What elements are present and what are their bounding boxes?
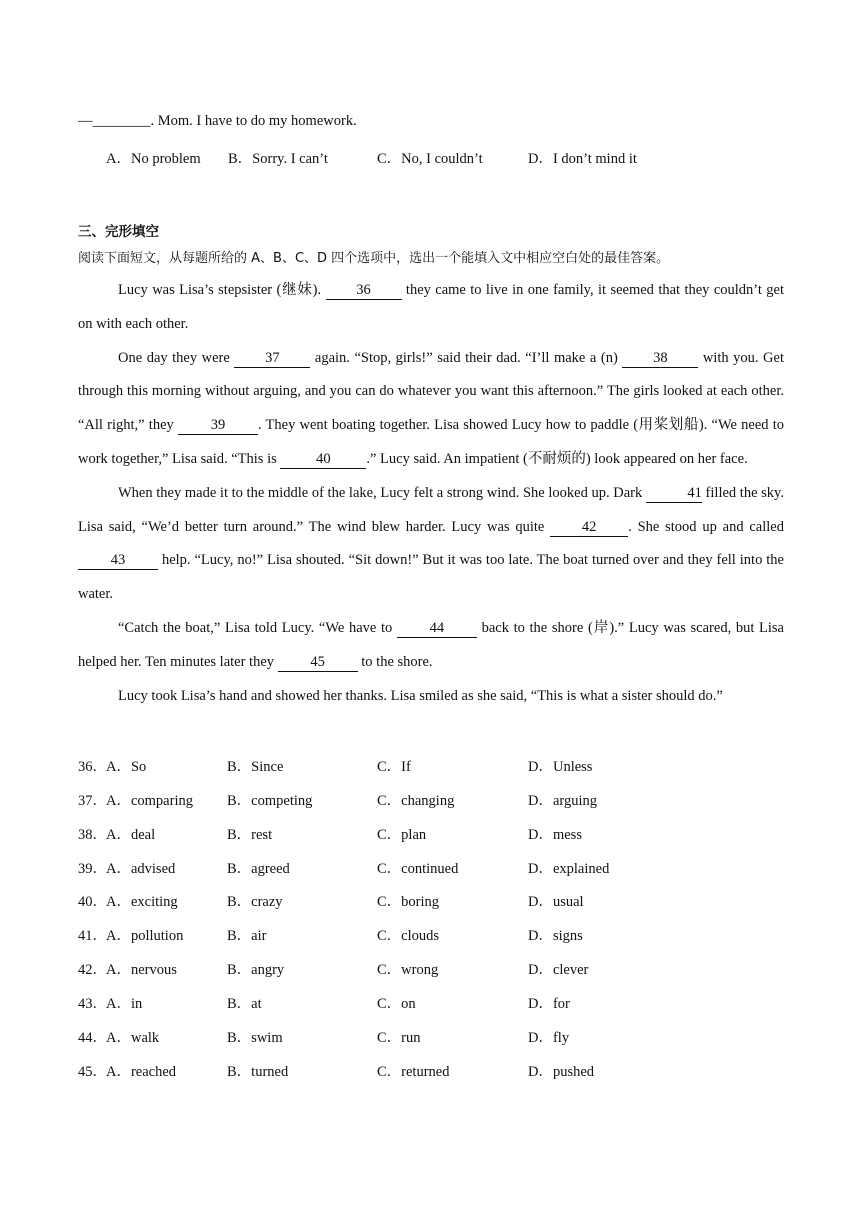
option-a: A．in xyxy=(106,996,143,1012)
option-b: B．angry xyxy=(227,962,285,978)
option-a: A．reached xyxy=(106,1064,177,1080)
option-c: C．boring xyxy=(377,894,440,910)
option-b: B．competing xyxy=(227,793,313,809)
option-a: A．advised xyxy=(106,861,176,877)
blank-38: 38 xyxy=(622,349,698,368)
option-c: C．plan xyxy=(377,827,427,843)
question-number: 37． xyxy=(78,793,107,809)
paragraph-4 xyxy=(78,612,784,680)
blank-45: 45 xyxy=(278,653,358,672)
option-d: D．for xyxy=(528,996,570,1012)
option-d: D．Unless xyxy=(528,759,593,775)
option-b: B．turned xyxy=(227,1064,289,1080)
option-b: B．Since xyxy=(227,759,284,775)
prev-option-d: D．I don’t mind it xyxy=(528,151,637,167)
option-c: C．wrong xyxy=(377,962,439,978)
option-b: B．at xyxy=(227,996,262,1012)
blank-39: 39 xyxy=(178,416,258,435)
question-number: 38． xyxy=(78,827,107,843)
option-a: A．deal xyxy=(106,827,156,843)
paragraph-2 xyxy=(78,342,784,477)
option-a: A．So xyxy=(106,759,147,775)
option-d: D．arguing xyxy=(528,793,598,809)
option-c: C．continued xyxy=(377,861,459,877)
option-a: A．nervous xyxy=(106,962,177,978)
question-number: 42． xyxy=(78,962,107,978)
option-c: C．changing xyxy=(377,793,455,809)
option-d: D．signs xyxy=(528,928,583,944)
question-number: 36． xyxy=(78,759,107,775)
option-c: C．on xyxy=(377,996,416,1012)
question-number: 39． xyxy=(78,861,107,877)
text-run: .” Lucy said. An impatient (不耐烦的) look appeared on her face. xyxy=(366,450,748,467)
prev-option-b: B．Sorry. I can’t xyxy=(228,151,328,167)
option-a: A．walk xyxy=(106,1030,160,1046)
option-c: C．If xyxy=(377,759,411,775)
option-a: A．exciting xyxy=(106,894,178,910)
question-number: 44． xyxy=(78,1030,107,1046)
blank-43: 43 xyxy=(78,551,158,570)
paragraph-3 xyxy=(78,477,784,612)
text-run: they came to live in one family, it seemed that they couldn’t get on with each other. xyxy=(78,282,784,332)
prev-question-line: —________. Mom. I have to do my homework. xyxy=(78,113,357,129)
option-a: A．comparing xyxy=(106,793,193,809)
option-b: B．rest xyxy=(227,827,273,843)
blank-42: 42 xyxy=(550,518,628,537)
option-b: B．crazy xyxy=(227,894,283,910)
section-title: 三、完形填空 xyxy=(78,224,159,240)
text-run: again. “Stop, girls!” said their dad. “I’ll make a (n) xyxy=(310,349,623,366)
option-d: D．clever xyxy=(528,962,589,978)
prev-option-c: C．No, I couldn’t xyxy=(377,151,483,167)
blank-37: 37 xyxy=(234,349,310,368)
blank-40: 40 xyxy=(280,450,366,469)
text-run: One day they were xyxy=(118,349,235,366)
section-instruction: 阅读下面短文，从每题所给的 A、B、C、D 四个选项中，选出一个能填入文中相应空白处的最佳答案。 xyxy=(78,251,670,266)
text-run: . She stood up and called xyxy=(628,518,784,535)
blank-44: 44 xyxy=(397,619,477,638)
prev-option-a: A．No problem xyxy=(106,151,201,167)
option-c: C．run xyxy=(377,1030,421,1046)
option-d: D．usual xyxy=(528,894,584,910)
blank-41: 41 xyxy=(646,484,702,503)
cloze-passage xyxy=(78,274,784,713)
option-c: C．clouds xyxy=(377,928,440,944)
text-run: with you. Get through this morning without arguing, and you can do whatever you want this afternoon.” The girls looked at each other. “All right,” they xyxy=(78,349,784,434)
text-run: back to the shore (岸).” Lucy was scared, but Lisa helped her. Ten minutes later they xyxy=(78,619,784,670)
option-d: D．fly xyxy=(528,1030,570,1046)
option-c: C．returned xyxy=(377,1064,450,1080)
paragraph-1 xyxy=(78,274,784,342)
paragraph-5: Lucy took Lisa’s hand and showed her thanks. Lisa smiled as she said, “This is what a sister should do.” xyxy=(118,687,723,704)
option-b: B．air xyxy=(227,928,267,944)
question-number: 41． xyxy=(78,928,107,944)
option-b: B．swim xyxy=(227,1030,283,1046)
text-run: . They went boating together. Lisa showed Lucy how to paddle (用桨划船). “We need to work together,” Lisa said. “This is xyxy=(78,417,784,467)
option-d: D．pushed xyxy=(528,1064,595,1080)
option-a: A．pollution xyxy=(106,928,184,944)
blank-36: 36 xyxy=(326,281,402,300)
text-run: to the shore. xyxy=(357,653,433,670)
option-b: B．agreed xyxy=(227,861,290,877)
option-d: D．mess xyxy=(528,827,582,843)
option-d: D．explained xyxy=(528,861,610,877)
question-number: 43． xyxy=(78,996,107,1012)
question-number: 40． xyxy=(78,894,107,910)
question-number: 45． xyxy=(78,1064,107,1080)
text-run: help. “Lucy, no!” Lisa shouted. “Sit down!” But it was too late. The boat turned over and they fell into the water. xyxy=(78,552,784,603)
text-run: When they made it to the middle of the lake, Lucy felt a strong wind. She looked up. Dark xyxy=(118,484,646,501)
text-run: Lucy was Lisa’s stepsister (继妹). xyxy=(118,282,326,298)
text-run: filled the sky. Lisa said, “We’d better turn around.” The wind blew harder. Lucy was quite xyxy=(78,484,784,535)
text-run: “Catch the boat,” Lisa told Lucy. “We have to xyxy=(118,619,397,636)
